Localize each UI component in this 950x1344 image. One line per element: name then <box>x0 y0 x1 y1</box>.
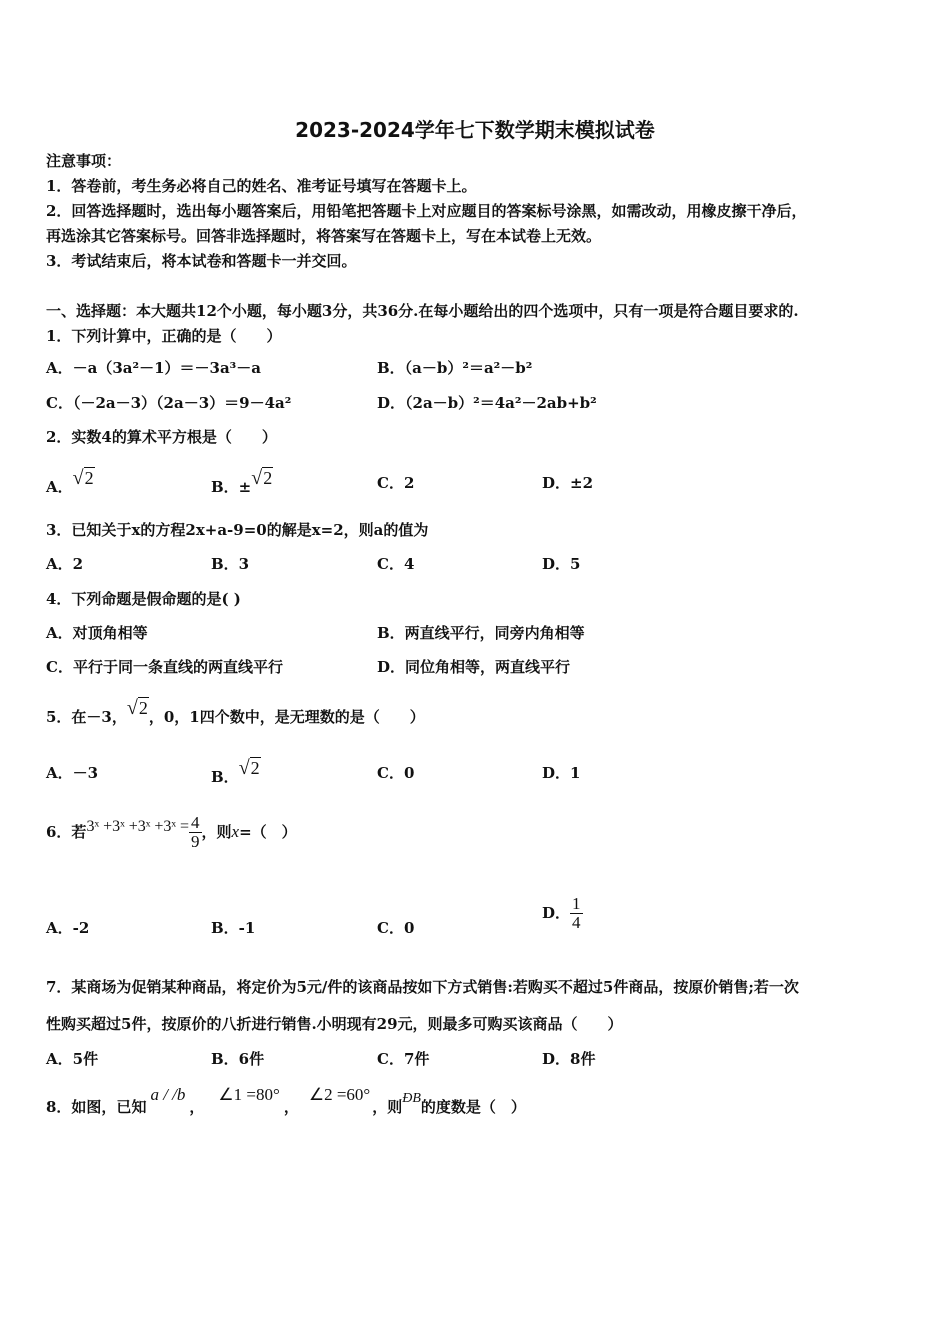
q7-line-1: 7．某商场为促销某种商品，将定价为5元/件的该商品按如下方式销售:若购买不超过5件商品，按原价销售;若一次 <box>46 978 799 996</box>
q4-option-d: D．同位角相等，两直线平行 <box>377 658 571 676</box>
q7-option-d: D．8件 <box>542 1050 596 1068</box>
q8-stem <box>46 1085 526 1116</box>
q6-lhs: 3ˣ +3ˣ +3ˣ +3ˣ = <box>86 817 190 835</box>
q8-suffix: 的度数是（ ） <box>420 1098 526 1116</box>
q7-option-b: B．6件 <box>211 1050 265 1068</box>
q5-stem <box>46 698 425 725</box>
q4-option-b: B．两直线平行，同旁内角相等 <box>377 624 585 642</box>
q6-fraction <box>189 814 202 851</box>
q2-option-b-radicand: 2 <box>263 468 273 488</box>
q6-option-d-fraction <box>570 895 583 932</box>
sqrt-symbol: √2 <box>251 467 273 489</box>
q2-option-b-label: B．± <box>211 478 252 496</box>
q8-sep-1: ， <box>189 1098 205 1116</box>
q8-cond-angle2: ∠2 =60° <box>308 1085 371 1104</box>
q4-stem: 4．下列命题是假命题的是( ) <box>46 590 241 608</box>
q5-option-c: C．0 <box>377 764 415 782</box>
q8-angle-b: ÐB <box>402 1091 421 1106</box>
q5-stem-radicand: 2 <box>138 698 148 718</box>
q2-option-b <box>211 468 273 495</box>
q8-cond-angle1: ∠1 =80° <box>218 1085 280 1104</box>
q5-option-b-label: B． <box>211 768 239 786</box>
q6-option-d-num: 1 <box>572 894 581 913</box>
q6-suffix-pre: ，则 <box>201 823 232 842</box>
q7-option-c: C．7件 <box>377 1050 430 1068</box>
q2-option-c: C．2 <box>377 474 415 492</box>
q6-option-c: C．0 <box>377 919 415 937</box>
sqrt-symbol: √2 <box>238 757 260 779</box>
q8-sep-2: ， <box>283 1098 299 1116</box>
q8-mid: ，则 <box>372 1098 403 1116</box>
q5-option-a: A．－3 <box>46 764 99 782</box>
q7-option-a: A．5件 <box>46 1050 99 1068</box>
q6-option-d-den: 4 <box>572 912 581 932</box>
q2-stem: 2．实数4的算术平方根是（ ） <box>46 428 277 446</box>
q3-option-a: A．2 <box>46 555 84 573</box>
q1-option-b: B．（a－b）²＝a²－b² <box>377 359 533 377</box>
q1-option-c: C．（－2a－3）（2a－3）＝9－4a² <box>46 394 292 412</box>
q2-option-a <box>46 468 95 495</box>
notice-item-3: 3．考试结束后，将本试卷和答题卡一并交回。 <box>46 252 357 270</box>
notice-item-2a: 2．回答选择题时，选出每小题答案后，用铅笔把答题卡上对应题目的答案标号涂黑，如需改动，用橡皮擦干净后， <box>46 202 807 220</box>
q6-suffix-post: =（ ） <box>239 823 297 842</box>
q6-option-d-label: D． <box>542 904 571 923</box>
notice-item-2b: 再选涂其它答案标号。回答非选择题时，将答案写在答题卡上，写在本试卷上无效。 <box>46 227 602 245</box>
section-heading: 一、选择题：本大题共12个小题，每小题3分，共36分.在每小题给出的四个选项中，只有一项是符合题目要求的. <box>46 302 799 320</box>
q2-option-a-radicand: 2 <box>84 468 94 488</box>
q3-option-b: B．3 <box>211 555 250 573</box>
q8-cond-parallel: a / /b <box>150 1085 186 1104</box>
notice-heading: 注意事项： <box>46 152 122 170</box>
q3-stem: 3．已知关于x的方程2x+a-9=0的解是x=2，则a的值为 <box>46 521 429 539</box>
q6-option-d <box>542 895 583 932</box>
q7-line-2: 性购买超过5件，按原价的八折进行销售.小明现有29元，则最多可购买该商品（ ） <box>46 1015 623 1033</box>
q3-option-d: D．5 <box>542 555 581 573</box>
q5-option-b-radicand: 2 <box>250 758 260 778</box>
page-title: 2023-2024学年七下数学期末模拟试卷 <box>295 118 655 142</box>
q6-stem <box>46 814 297 851</box>
sqrt-symbol: √2 <box>126 697 148 719</box>
q5-option-d: D．1 <box>542 764 581 782</box>
q5-option-b <box>211 758 261 785</box>
q4-option-a: A．对顶角相等 <box>46 624 148 642</box>
q2-option-d: D．±2 <box>542 474 594 492</box>
sqrt-symbol: √2 <box>72 467 94 489</box>
q2-option-a-label: A． <box>46 478 73 496</box>
q1-option-a: A．－a（3a²－1）＝－3a³－a <box>46 359 261 377</box>
q6-option-b: B．-1 <box>211 919 256 937</box>
q5-stem-post: ，0，1四个数中，是无理数的是（ ） <box>148 708 425 726</box>
q3-option-c: C．4 <box>377 555 415 573</box>
q1-option-d: D．（2a－b）²＝4a²－2ab+b² <box>377 394 597 412</box>
q4-option-c: C．平行于同一条直线的两直线平行 <box>46 658 283 676</box>
q6-option-a: A．-2 <box>46 919 90 937</box>
q5-stem-pre: 5．在－3， <box>46 708 127 726</box>
q6-fraction-den: 9 <box>191 831 200 851</box>
notice-item-1: 1．答卷前，考生务必将自己的姓名、准考证号填写在答题卡上。 <box>46 177 477 195</box>
q6-fraction-num: 4 <box>191 813 200 832</box>
q1-stem: 1．下列计算中，正确的是（ ） <box>46 327 282 345</box>
q6-var: x <box>231 822 240 841</box>
q8-prefix: 8．如图，已知 <box>46 1098 147 1116</box>
q6-prefix: 6．若 <box>46 823 87 842</box>
